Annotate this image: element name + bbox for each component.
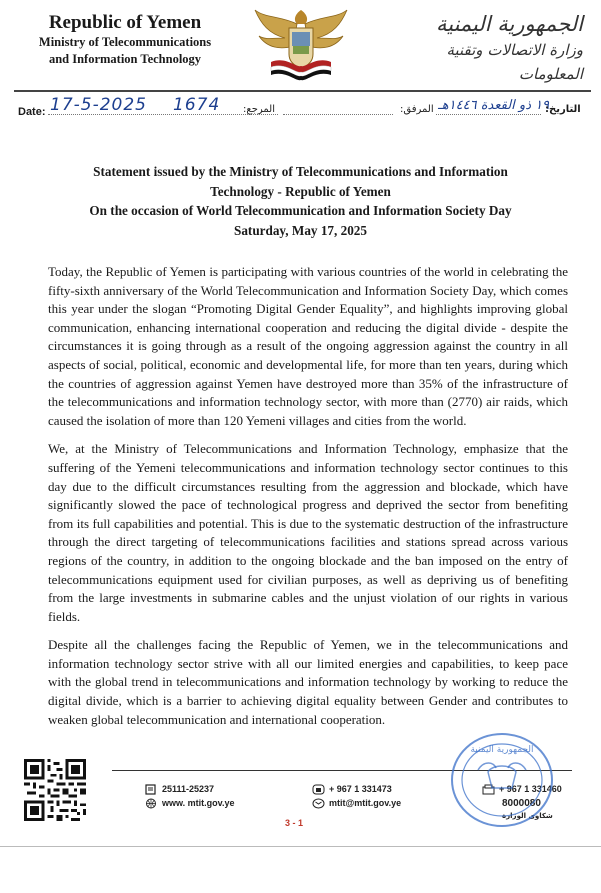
email-text[interactable]: mtit@mtit.gov.ye <box>329 798 402 808</box>
footer-pobox <box>145 784 214 795</box>
hijri-dotted-line <box>436 113 541 115</box>
ministry-name-line2: and Information Technology <box>48 52 202 66</box>
date-label: Date: <box>18 106 46 118</box>
reference-label-arabic: المرجع: <box>243 104 275 115</box>
footer-email[interactable] <box>312 798 401 809</box>
pobox-text: 25111-25237 <box>162 784 215 794</box>
qr-code-icon <box>24 759 86 821</box>
header-divider <box>14 90 591 92</box>
letterhead-arabic <box>403 10 583 86</box>
title-line-4: Saturday, May 17, 2025 <box>234 222 367 238</box>
footer-website[interactable] <box>145 798 235 809</box>
letterhead-english <box>20 12 230 68</box>
paragraph-3: Despite all the challenges facing the Republic of Yemen, we in the telecommunications and information technology sector strive with all our limited energies and capabilities, to keep pace with the global trend in telecommunications and information technology by working to reduce the digital divide, which is a barrier to achieving digital equality between Gender and contributes to weaken global telecommunication and international cooperation. <box>48 637 568 727</box>
globe-icon <box>145 798 158 809</box>
reference-dotted-line <box>283 113 393 115</box>
complaints-number: 8000080 <box>502 798 541 809</box>
envelope-icon <box>312 798 325 809</box>
telephone-icon <box>312 784 325 795</box>
footer-phone <box>312 784 392 795</box>
phone-text: + 967 1 331473 <box>329 784 392 794</box>
date-label-arabic: التاريخ: <box>545 104 581 115</box>
title-line-2: Technology - Republic of Yemen <box>210 183 391 199</box>
title-line-1: Statement issued by the Ministry of Telecommunications and Information <box>93 164 508 179</box>
fax-text: + 967 1 331460 <box>499 784 562 794</box>
date-value-handwritten: 17-5-2025 <box>50 95 147 115</box>
reference-number-handwritten: 1674 <box>173 95 221 115</box>
complaints-label-arabic: شكاوى الوزارة <box>502 812 553 820</box>
mailbox-icon <box>145 784 158 795</box>
website-text[interactable]: www. mtit.gov.ye <box>162 798 235 808</box>
yemen-eagle-emblem-icon <box>251 4 351 82</box>
page-bottom-edge <box>0 846 601 847</box>
country-name-arabic: الجمهورية اليمنية <box>435 12 583 36</box>
statement-title <box>30 162 571 240</box>
page-number: 3 - 1 <box>285 818 304 828</box>
ministry-name-arabic: وزارة الاتصالات وتقنية المعلومات <box>446 41 583 83</box>
reference-line <box>18 96 593 124</box>
stamp-text-arabic: الجمهورية اليمنية <box>470 745 534 755</box>
statement-body <box>48 263 568 739</box>
title-line-3: On the occasion of World Telecommunication and Information Society Day <box>89 203 512 218</box>
paragraph-2: We, at the Ministry of Telecommunications and Information Technology, emphasize that the suffering of the Yemeni telecommunications and information technology sector continues to this day due to the difficult circumstances resulting from the aggression and blockade, which have significantly slowed the pace of technological progress and deprived the sector from benefiting from its full capabilities and potential. This is due to the systematic destruction of the infrastructure through the direct targeting of telecommunications facilities and stations spread across various regions of the country, in addition to the ongoing blockade and the ban imposed on the entry of telecommunications equipment used for civilian purposes, as well as depriving us of benefiting from the large investments in submarine cables and the unjust violation of our rights in various fields. <box>48 441 568 624</box>
attachment-label-arabic: المرفق: <box>400 104 434 115</box>
hijri-date-handwritten: ١٩ ذو القعدة ١٤٤٦هـ <box>438 98 550 113</box>
official-stamp-icon <box>448 730 556 830</box>
ministry-name-line1: Ministry of Telecommunications <box>38 35 212 49</box>
country-name: Republic of Yemen <box>48 12 202 33</box>
paragraph-1: Today, the Republic of Yemen is participating with various countries of the world in celebrating the fifty-sixth anniversary of the World Telecommunication and Information Society Day, which comes this year under the slogan “Promoting Digital Gender Equality”, and highlights improving global communication, enhancing international cooperation and reducing the digital divide - despite the circumstances it is going through as a result of the ongoing aggression against the country in all aspects of social, political, economic and developmental life, for more than ten years, during which the countries of aggression against Yemen have destroyed more than 35% of the infrastructure of the telecommunications and information technology sector, with more than (2770) air raids, which caused the isolation of more than 120 Yemeni villages and cities from the world. <box>48 264 568 428</box>
